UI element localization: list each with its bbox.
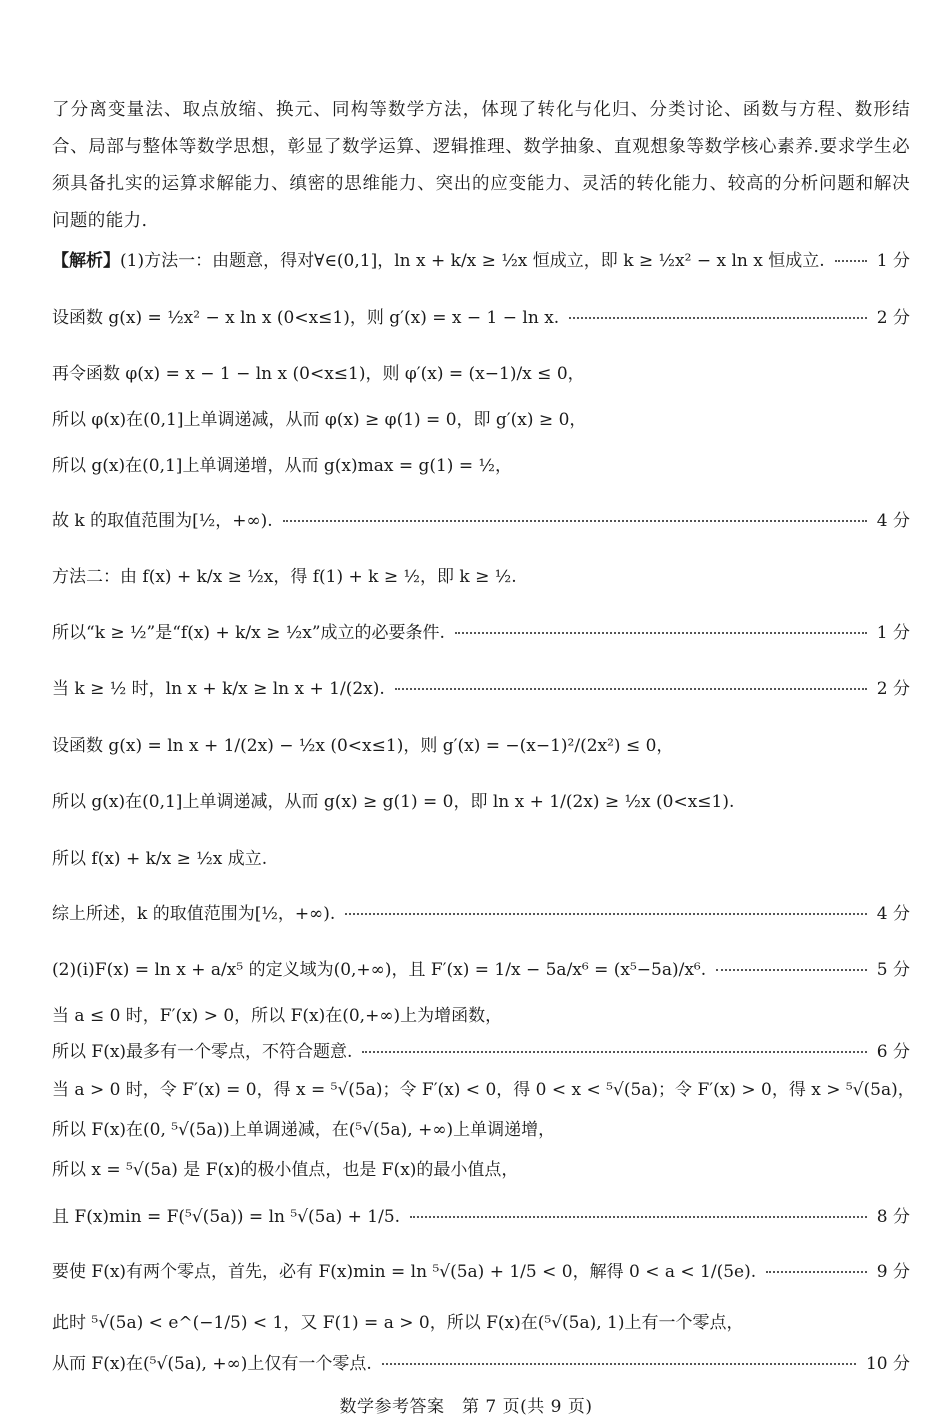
solution-line [52,841,910,871]
score: 8 分 [876,1206,910,1227]
score: 2 分 [876,678,910,699]
solution-line [52,998,910,1028]
line-text: 当 a > 0 时，令 F′(x) = 0，得 x = ⁵√(5a)；令 F′(x) < 0，得 0 < x < ⁵√(5a)；令 F′(x) > 0，得 x > ⁵√(5a)， [52,1079,915,1100]
page-footer: 数学参考答案 第 7 页(共 9 页) [339,1397,593,1417]
line-text: 所以 g(x)在(0,1]上单调递增，从而 g(x)max = g(1) = ½， [52,455,512,476]
solution-line [52,784,910,814]
solution-line [52,503,910,533]
line-text: 当 a ≤ 0 时，F′(x) > 0，所以 F(x)在(0,+∞)上为增函数， [52,1005,503,1026]
solution-line [52,1072,915,1102]
solution-line [52,1254,910,1284]
line-text: 所以 f(x) + k/x ≥ ½x 成立. [52,848,268,869]
leader-dots [455,632,867,634]
solution-line [52,1305,910,1335]
leader-dots [569,317,867,319]
score: 1 分 [876,250,910,271]
leader-dots [283,520,867,522]
line-text: 所以 F(x)在(0, ⁵√(5a))上单调递减，在(⁵√(5a), +∞)上单调递增， [52,1119,556,1140]
line-text: 所以 F(x)最多有一个零点，不符合题意. [52,1041,353,1062]
line-text: 再令函数 φ(x) = x − 1 − ln x (0<x≤1)，则 φ′(x) = (x−1)/x ≤ 0， [52,363,585,384]
solution-line [52,559,910,589]
line-text: 设函数 g(x) = ½x² − x ln x (0<x≤1)，则 g′(x) = x − 1 − ln x. [52,307,560,328]
score: 6 分 [876,1041,910,1062]
line-text: 且 F(x)min = F(⁵√(5a)) = ln ⁵√(5a) + 1/5. [52,1206,401,1227]
score: 4 分 [876,510,910,531]
line-text: 综上所述，k 的取值范围为[½，+∞). [52,903,336,924]
line-text: 所以 g(x)在(0,1]上单调递减，从而 g(x) ≥ g(1) = 0，即 ln x + 1/(2x) ≥ ½x (0<x≤1). [52,791,735,812]
solution-line [52,615,910,645]
intro-paragraph: 了分离变量法、取点放缩、换元、同构等数学方法，体现了转化与化归、分类讨论、函数与方程、数形结合、局部与整体等数学思想，彰显了数学运算、逻辑推理、数学抽象、直观想象等数学核心素养.要求学生必须具备扎实的运算求解能力、缜密的思维能力、突出的应变能力、灵活的转化能力、较高的分析问题和解决问题的能力. [52,100,910,231]
score: 4 分 [876,903,910,924]
leader-dots [766,1271,867,1273]
solution-line [52,356,910,386]
score: 5 分 [876,959,910,980]
leader-dots [410,1216,867,1218]
jiexi-label: 【解析】 [52,250,120,271]
solution-line [52,1152,910,1182]
line-text: 所以 x = ⁵√(5a) 是 F(x)的极小值点，也是 F(x)的最小值点， [52,1159,519,1180]
solution-line [52,402,910,432]
score: 10 分 [865,1353,910,1374]
line-text: (1)方法一：由题意，得对∀∈(0,1]，ln x + k/x ≥ ½x 恒成立，即 k ≥ ½x² − x ln x 恒成立. [120,250,825,271]
line-text: 故 k 的取值范围为[½，+∞). [52,510,273,531]
line-text: 所以“k ≥ ½”是“f(x) + k/x ≥ ½x”成立的必要条件. [52,622,445,643]
leader-dots [382,1363,856,1365]
line-text: 所以 φ(x)在(0,1]上单调递减，从而 φ(x) ≥ φ(1) = 0，即 g′(x) ≥ 0， [52,409,587,430]
solution-line [52,671,910,701]
leader-dots [835,260,867,262]
line-text: 此时 ⁵√(5a) < e^(−1/5) < 1，又 F(1) = a > 0，所以 F(x)在(⁵√(5a), 1)上有一个零点， [52,1312,744,1333]
solution-line [52,896,910,926]
solution-line [52,728,910,758]
leader-dots [395,688,867,690]
solution-line [52,1112,910,1142]
line-text: 设函数 g(x) = ln x + 1/(2x) − ½x (0<x≤1)，则 g′(x) = −(x−1)²/(2x²) ≤ 0， [52,735,674,756]
line-text: (2)(i)F(x) = ln x + a/x⁵ 的定义域为(0,+∞)，且 F′(x) = 1/x − 5a/x⁶ = (x⁵−5a)/x⁶. [52,959,707,980]
score: 2 分 [876,307,910,328]
leader-dots [716,969,867,971]
line-text: 当 k ≥ ½ 时，ln x + k/x ≥ ln x + 1/(2x). [52,678,385,699]
score: 1 分 [876,622,910,643]
solution-line [52,952,910,982]
leader-dots [345,913,867,915]
score: 9 分 [876,1261,910,1282]
solution-line [52,1199,910,1229]
solution-line [52,243,910,273]
solution-line [52,300,910,330]
line-text: 方法二：由 f(x) + k/x ≥ ½x，得 f(1) + k ≥ ½，即 k ≥ ½. [52,566,517,587]
solution-line [52,448,910,478]
line-text: 要使 F(x)有两个零点，首先，必有 F(x)min = ln ⁵√(5a) + 1/5 < 0，解得 0 < a < 1/(5e). [52,1261,757,1282]
line-text: 从而 F(x)在(⁵√(5a), +∞)上仅有一个零点. [52,1353,372,1374]
solution-line [52,1034,910,1064]
solution-line [52,1346,910,1376]
leader-dots [362,1051,866,1053]
